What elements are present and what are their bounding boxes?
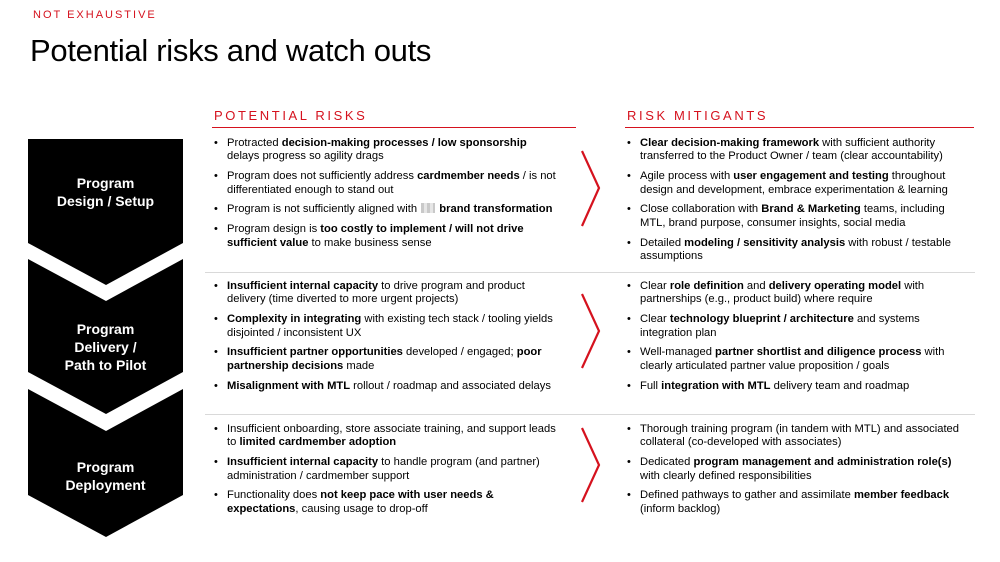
text-segment: (inform backlog): [640, 502, 721, 515]
risk-item: [214, 456, 559, 483]
text-segment: Thorough training program (in tandem with MTL) and associated collateral (co-developed with associates): [640, 423, 960, 449]
bold-text-segment: technology blueprint / architecture: [669, 313, 854, 326]
bold-text-segment: limited cardmember adoption: [239, 436, 397, 449]
chevron-right-icon: [582, 294, 599, 368]
not-exhaustive-tag: NOT EXHAUSTIVE: [33, 9, 157, 21]
text-segment: throughout design and development, embrace experimentation & learning: [640, 170, 948, 196]
bold-text-segment: Insufficient internal capacity: [227, 456, 379, 469]
text-segment: with clearly defined responsibilities: [640, 469, 812, 482]
text-segment: teams, including MTL, brand purpose, consumer insights, social media: [640, 203, 945, 229]
text-segment: rollout / roadmap and associated delays: [350, 379, 551, 392]
stage-label-line: Design / Setup: [56, 193, 155, 209]
mitigants-list-design-setup: [627, 137, 972, 270]
stage-chevron-design-setup: [28, 139, 183, 285]
text-segment: Detailed: [640, 236, 685, 249]
text-segment: developed / engaged;: [402, 346, 517, 359]
risk-item: [214, 137, 559, 164]
mitigant-item: [627, 137, 972, 164]
risk-item: [214, 203, 559, 216]
text-segment: Program is not sufficiently aligned with: [227, 203, 421, 216]
text-segment: / is not differentiated enough to stand out: [227, 170, 556, 196]
mitigant-item: [627, 346, 972, 373]
mitigant-item: [627, 380, 972, 393]
bold-text-segment: member feedback: [853, 489, 950, 502]
mitigants-list-deployment: [627, 423, 972, 523]
text-segment: and: [743, 280, 769, 292]
risk-item: [214, 346, 559, 373]
risk-item: [214, 170, 559, 197]
text-segment: with partnerships (e.g., product build) where require: [640, 280, 925, 306]
text-segment: Defined pathways to gather and assimilate: [640, 489, 854, 502]
bold-text-segment: Insufficient partner opportunities: [227, 346, 403, 359]
bold-text-segment: Clear decision-making framework: [640, 137, 820, 149]
mitigants-list-delivery: [627, 280, 972, 399]
bold-text-segment: integration with MTL: [661, 379, 771, 392]
bold-text-segment: cardmember needs: [417, 170, 520, 183]
mitigant-item: [627, 423, 972, 450]
stage-label-delivery: [28, 320, 183, 374]
mitigant-item: [627, 203, 972, 230]
text-segment: Clear: [640, 313, 670, 326]
text-segment: and systems integration plan: [640, 313, 920, 339]
risk-mitigants-header: RISK MITIGANTS: [627, 108, 769, 123]
text-segment: Dedicated: [640, 456, 694, 469]
text-segment: to drive program and product delivery (time diverted to more urgent projects): [227, 280, 525, 306]
text-segment: Close collaboration with: [640, 203, 762, 216]
stage-label-line: Program: [76, 175, 135, 191]
risk-item: [214, 423, 559, 450]
stage-label-line: Path to Pilot: [64, 357, 147, 373]
bold-text-segment: modeling / sensitivity analysis: [684, 236, 846, 249]
bold-text-segment: Misalignment with MTL: [227, 379, 351, 392]
text-segment: made: [343, 359, 375, 372]
bold-text-segment: decision-making processes / low sponsorship: [281, 137, 527, 149]
text-segment: Well-managed: [640, 346, 716, 359]
chevron-right-icon: [582, 151, 599, 226]
bold-text-segment: Complexity in integrating: [227, 313, 362, 326]
stage-label-deployment: [28, 458, 183, 494]
risk-item: [214, 280, 559, 307]
bold-text-segment: too costly to implement / will not drive sufficient value: [227, 223, 524, 249]
text-segment: , causing usage to drop-off: [295, 502, 428, 515]
bold-text-segment: not keep pace with user needs & expectations: [227, 489, 494, 515]
chevron-right-icon: [582, 428, 599, 502]
mitigant-item: [627, 313, 972, 340]
text-segment: Program design is: [227, 223, 321, 236]
bold-text-segment: brand transformation: [436, 203, 553, 216]
text-segment: Full: [640, 379, 662, 392]
text-segment: Clear: [640, 280, 670, 292]
text-segment: with clearly articulated partner value proposition / goals: [640, 346, 945, 372]
text-segment: with robust / testable assumptions: [640, 236, 951, 263]
text-segment: with existing tech stack / tooling yields disjointed / inconsistent UX: [227, 313, 553, 339]
bold-text-segment: Insufficient internal capacity: [227, 280, 379, 292]
stage-label-line: Program: [76, 459, 135, 475]
bold-text-segment: partner shortlist and diligence process: [715, 346, 922, 359]
risks-list-delivery: [214, 280, 559, 399]
text-segment: Agile process with: [640, 170, 734, 183]
section-divider: [205, 414, 975, 415]
text-segment: to handle program (and partner) administration / cardmember support: [227, 456, 540, 482]
bold-text-segment: poor partnership decisions: [227, 346, 542, 372]
stage-label-line: Delivery /: [74, 339, 137, 355]
mitigant-item: [627, 237, 972, 264]
risk-item: [214, 489, 559, 516]
stage-label-design-setup: [28, 174, 183, 210]
text-segment: Functionality does: [227, 489, 321, 502]
stage-label-line: Program: [76, 321, 135, 337]
bold-text-segment: role definition: [669, 280, 744, 292]
bold-text-segment: Brand & Marketing: [761, 203, 861, 216]
risk-item: [214, 223, 559, 250]
mitigant-item: [627, 456, 972, 483]
risks-list-design-setup: [214, 137, 559, 256]
mitigant-item: [627, 280, 972, 307]
stage-label-line: Deployment: [65, 477, 146, 493]
text-segment: Protracted: [227, 137, 282, 149]
text-segment: with sufficient authority transferred to the Product Owner / team (clear accountability): [640, 137, 943, 163]
potential-risks-header: POTENTIAL RISKS: [214, 108, 368, 123]
bold-text-segment: delivery operating model: [768, 280, 902, 292]
mitigant-item: [627, 489, 972, 516]
page-title: Potential risks and watch outs: [30, 33, 432, 68]
text-segment: to make business sense: [308, 236, 432, 249]
bold-text-segment: program management and administration role(s): [693, 456, 952, 469]
risk-item: [214, 313, 559, 340]
redacted-brand-name: [421, 203, 435, 213]
risks-list-deployment: [214, 423, 559, 523]
text-segment: Insufficient onboarding, store associate training, and support leads to: [227, 423, 556, 449]
text-segment: delivery team and roadmap: [770, 379, 910, 392]
bold-text-segment: user engagement and testing: [733, 170, 889, 183]
mitigant-item: [627, 170, 972, 197]
text-segment: delays progress so agility drags: [227, 150, 384, 163]
text-segment: Program does not sufficiently address: [227, 170, 418, 183]
section-divider: [205, 272, 975, 273]
risk-item: [214, 380, 559, 393]
